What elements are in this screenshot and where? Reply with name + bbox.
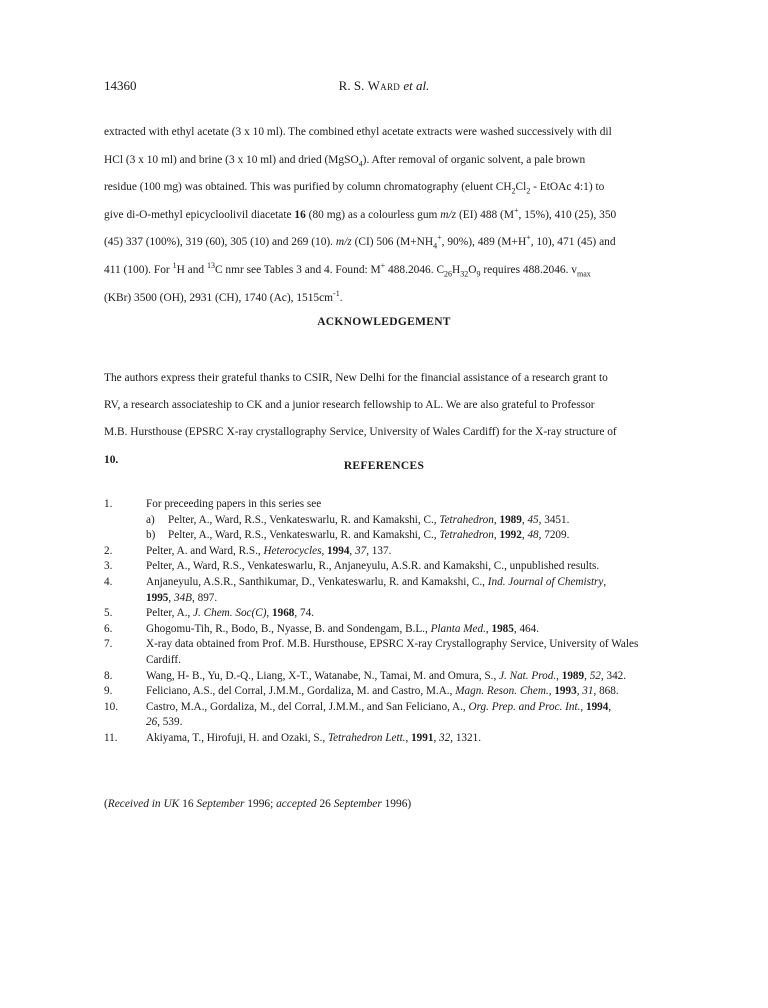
text-run: ). After removal of organic solvent, a pale brown xyxy=(362,153,586,166)
ack-line: M.B. Hursthouse (EPSRC X-ray crystallography Service, University of Wales Cardiff) for the X-ray structure of xyxy=(104,426,617,439)
text-run: 1996) xyxy=(381,798,412,810)
subscript: max xyxy=(577,269,591,279)
reference-item xyxy=(104,497,664,513)
reference-authors: Feliciano, A.S., del Corral, J.M.M., Gordaliza, M. and Castro, M.A., xyxy=(146,685,456,698)
reference-pages: , 868. xyxy=(593,685,619,698)
superscript: + xyxy=(437,233,442,243)
separator: , xyxy=(405,731,412,744)
reference-pages: , 342. xyxy=(600,669,627,682)
reference-authors: Castro, M.A., Gordaliza, M., del Corral, J.M.M., and San Feliciano, A., xyxy=(146,700,469,713)
reference-journal: Tetrahedron xyxy=(439,529,494,542)
sub-reference-label: b) xyxy=(146,529,156,542)
reference-journal: Tetrahedron Lett. xyxy=(327,731,406,744)
text-run: 16 xyxy=(179,798,197,810)
reference-year: 1994 xyxy=(327,544,350,557)
reference-text: X-ray data obtained from Prof. M.B. Hursthouse, EPSRC X-ray Crystallography Service, University of Wales Cardiff. xyxy=(146,638,639,666)
reference-item xyxy=(104,559,664,575)
reference-item xyxy=(104,684,664,700)
text-run: requires 488.2046. v xyxy=(480,263,578,276)
body-line xyxy=(104,229,664,257)
text-run: 411 (100). For xyxy=(104,263,173,276)
reference-item xyxy=(104,513,664,529)
reference-authors: Anjaneyulu, A.S.R., Santhikumar, D., Venkateswarlu, R. and Kamakshi, C., xyxy=(146,575,488,588)
separator: , xyxy=(556,669,562,682)
reference-number: 8. xyxy=(104,669,113,682)
text-run: give di-O-methyl epicycloolivil diacetate xyxy=(104,208,295,221)
reference-item xyxy=(104,669,664,685)
reference-year: 1991 xyxy=(411,731,434,744)
separator: , xyxy=(266,607,273,620)
reference-volume: 37 xyxy=(355,544,367,557)
sub-reference xyxy=(146,528,664,544)
reference-item xyxy=(104,700,664,731)
subscript: 2 xyxy=(511,186,516,196)
received-label: Received in UK xyxy=(107,798,180,810)
references-heading: REFERENCES xyxy=(343,460,425,472)
body-line xyxy=(104,285,664,313)
reference-volume: 52 xyxy=(589,669,601,682)
reference-authors: Pelter, A. and Ward, R.S., xyxy=(146,544,264,557)
reference-number: 3. xyxy=(104,560,113,573)
reference-list xyxy=(104,497,664,747)
reference-authors: Pelter, A., Ward, R.S., Venkateswarlu, R. and Kamakshi, C., xyxy=(168,513,440,526)
separator: , xyxy=(433,731,440,744)
subscript: 9 xyxy=(476,269,481,279)
reference-item xyxy=(104,575,664,606)
reference-journal: J. Nat. Prod. xyxy=(499,669,557,682)
reference-volume: 34B xyxy=(173,591,192,604)
separator: , xyxy=(168,591,174,604)
text-run: (CI) 506 (M+NH xyxy=(351,236,434,249)
separator: , xyxy=(580,700,586,713)
reference-pages: , 7209. xyxy=(538,529,570,542)
text-run: H xyxy=(452,263,461,276)
reference-number: 10. xyxy=(104,700,118,713)
reference-journal: Ind. Journal of Chemistry xyxy=(487,575,604,588)
compound-number: 10. xyxy=(104,453,119,466)
superscript: 13 xyxy=(206,261,215,271)
reference-year: 1985 xyxy=(491,622,514,635)
subscript: 4 xyxy=(358,158,363,168)
reference-volume: 48 xyxy=(527,529,539,542)
separator: , xyxy=(493,513,500,526)
reference-journal: Planta Med. xyxy=(430,622,486,635)
acknowledgement-paragraph xyxy=(104,365,664,474)
reference-year: 1968 xyxy=(272,607,295,620)
separator: , xyxy=(321,544,328,557)
reference-pages: , 137. xyxy=(366,544,392,557)
compound-number: 16 xyxy=(294,208,306,221)
reference-item xyxy=(104,622,664,638)
sub-reference xyxy=(146,513,664,529)
reference-volume: 26 xyxy=(146,716,158,729)
reference-volume: 32 xyxy=(439,731,451,744)
received-date-line xyxy=(104,798,664,810)
reference-item xyxy=(104,544,664,560)
text-run: HCl (3 x 10 ml) and brine (3 x 10 ml) and dried (MgSO xyxy=(104,153,359,166)
separator: , xyxy=(493,529,500,542)
text-run: 1996; xyxy=(244,798,277,810)
subscript: 2 xyxy=(526,186,531,196)
reference-authors: Pelter, A., xyxy=(146,607,194,620)
text-run: (80 mg) as a colourless gum xyxy=(305,208,441,221)
reference-authors: Wang, H- B., Yu, D.-Q., Liang, X-T., Watanabe, N., Tamai, M. and Omura, S., xyxy=(146,669,500,682)
reference-journal: Tetrahedron xyxy=(439,513,494,526)
reference-authors: Akiyama, T., Hirofuji, H. and Ozaki, S., xyxy=(146,731,328,744)
reference-year: 1993 xyxy=(554,685,577,698)
reference-pages: , 897. xyxy=(192,591,218,604)
reference-year: 1992 xyxy=(499,529,522,542)
text-run: ( xyxy=(104,798,108,810)
author-initials: R. S. xyxy=(338,78,368,93)
text-run: (45) 337 (100%), 319 (60), 305 (10) and 269 (10). xyxy=(104,236,336,249)
reference-authors: Ghogomu-Tih, R., Bodo, B., Nyasse, B. and Sondengam, B.L., xyxy=(146,622,431,635)
text-run: extracted with ethyl acetate (3 x 10 ml). The combined ethyl acetate extracts were washed successively with dil xyxy=(104,126,612,138)
text-run: residue (100 mg) was obtained. This was purified by column chromatography (eluent CH xyxy=(104,181,512,194)
body-line xyxy=(104,119,664,147)
reference-number: 9. xyxy=(104,685,113,698)
reference-journal: Heterocycles xyxy=(263,544,322,557)
experimental-paragraph xyxy=(104,119,664,312)
reference-year: 1989 xyxy=(561,669,585,682)
separator: , xyxy=(349,544,356,557)
superscript: -1 xyxy=(333,288,340,298)
separator: , xyxy=(603,575,607,588)
reference-year: 1995 xyxy=(146,591,169,604)
mz-label: m/z xyxy=(335,236,352,249)
et-al: et al. xyxy=(403,78,430,93)
reference-text: For preceeding papers in this series see xyxy=(146,498,322,510)
reference-journal: Org. Prep. and Proc. Int. xyxy=(468,700,581,713)
reference-pages: , 464. xyxy=(513,622,540,635)
body-line xyxy=(104,202,664,230)
text-run: C nmr see Tables 3 and 4. Found: M xyxy=(214,263,381,276)
text-run: , 10), 471 (45) and xyxy=(530,236,616,249)
separator: , xyxy=(548,685,555,698)
separator: , xyxy=(521,513,528,526)
superscript: 1 xyxy=(172,261,177,271)
reference-authors: Pelter, A., Ward, R.S., Venkateswarlu, R. and Kamakshi, C., xyxy=(168,529,440,542)
subscript: 32 xyxy=(460,269,469,279)
reference-number: 1. xyxy=(104,498,113,510)
subscript: 4 xyxy=(433,241,438,251)
page-number: 14360 xyxy=(104,78,137,93)
reference-volume: 31 xyxy=(582,685,594,698)
reference-pages: , 74. xyxy=(294,607,314,620)
body-line xyxy=(104,147,664,175)
reference-journal: J. Chem. Soc(C) xyxy=(193,607,267,620)
text-run: Cl xyxy=(515,181,527,194)
reference-year: 1994 xyxy=(585,700,609,713)
reference-number: 4. xyxy=(104,575,113,588)
reference-journal: Magn. Reson. Chem. xyxy=(455,685,549,698)
reference-item xyxy=(104,731,664,747)
author-surname: Ward xyxy=(367,78,401,93)
separator: , xyxy=(485,622,492,635)
superscript: + xyxy=(513,205,519,215)
acknowledgement-heading: ACKNOWLEDGEMENT xyxy=(317,316,451,328)
superscript: + xyxy=(380,261,386,271)
running-head-authors xyxy=(104,78,664,94)
text-run: H and xyxy=(176,263,207,276)
reference-pages: , 3451. xyxy=(538,513,570,526)
separator: , xyxy=(608,700,612,713)
reference-number: 7. xyxy=(104,638,113,651)
separator: , xyxy=(521,529,528,542)
ack-line: RV, a research associateship to CK and a junior research fellowship to AL. We are also grateful to Professor xyxy=(104,399,595,412)
reference-pages: , 539. xyxy=(157,716,183,729)
reference-number: 11. xyxy=(104,731,118,744)
subscript: 26 xyxy=(444,269,453,279)
text-run: 26 xyxy=(316,798,334,810)
text-run: , 90%), 489 (M+H xyxy=(441,236,527,249)
body-line xyxy=(104,174,664,202)
reference-year: 1989 xyxy=(499,513,522,526)
reference-number: 2. xyxy=(104,544,113,557)
mz-label: m/z xyxy=(440,208,457,221)
reference-text: Pelter, A., Ward, R.S., Venkateswarlu, R., Anjaneyulu, A.S.R. and Kamakshi, C., unpublished results. xyxy=(146,560,600,573)
text-run: 488.2046. C xyxy=(385,263,445,276)
text-run: - EtOAc 4:1) to xyxy=(530,181,605,194)
reference-number: 6. xyxy=(104,622,113,635)
reference-volume: 45 xyxy=(527,513,539,526)
reference-item xyxy=(104,528,664,544)
text-run: . xyxy=(339,291,343,304)
text-run: (KBr) 3500 (OH), 2931 (CH), 1740 (Ac), 1515cm xyxy=(104,291,334,304)
body-line xyxy=(104,257,664,285)
reference-pages: , 1321. xyxy=(450,731,481,744)
superscript: + xyxy=(526,233,531,243)
reference-item xyxy=(104,606,664,622)
text-run: O xyxy=(468,263,477,276)
sub-reference-label: a) xyxy=(146,513,155,526)
running-header xyxy=(104,78,664,98)
text-run: (EI) 488 (M xyxy=(456,208,514,221)
ack-line: The authors express their grateful thanks to CSIR, New Delhi for the financial assistance of a research grant to xyxy=(104,372,608,384)
separator: , xyxy=(576,685,583,698)
month: September xyxy=(333,798,382,810)
reference-item xyxy=(104,637,664,668)
text-run: , 15%), 410 (25), 350 xyxy=(518,208,617,221)
accepted-label: accepted xyxy=(276,798,317,810)
separator: , xyxy=(584,669,590,682)
reference-number: 5. xyxy=(104,607,113,620)
month: September xyxy=(196,798,245,810)
